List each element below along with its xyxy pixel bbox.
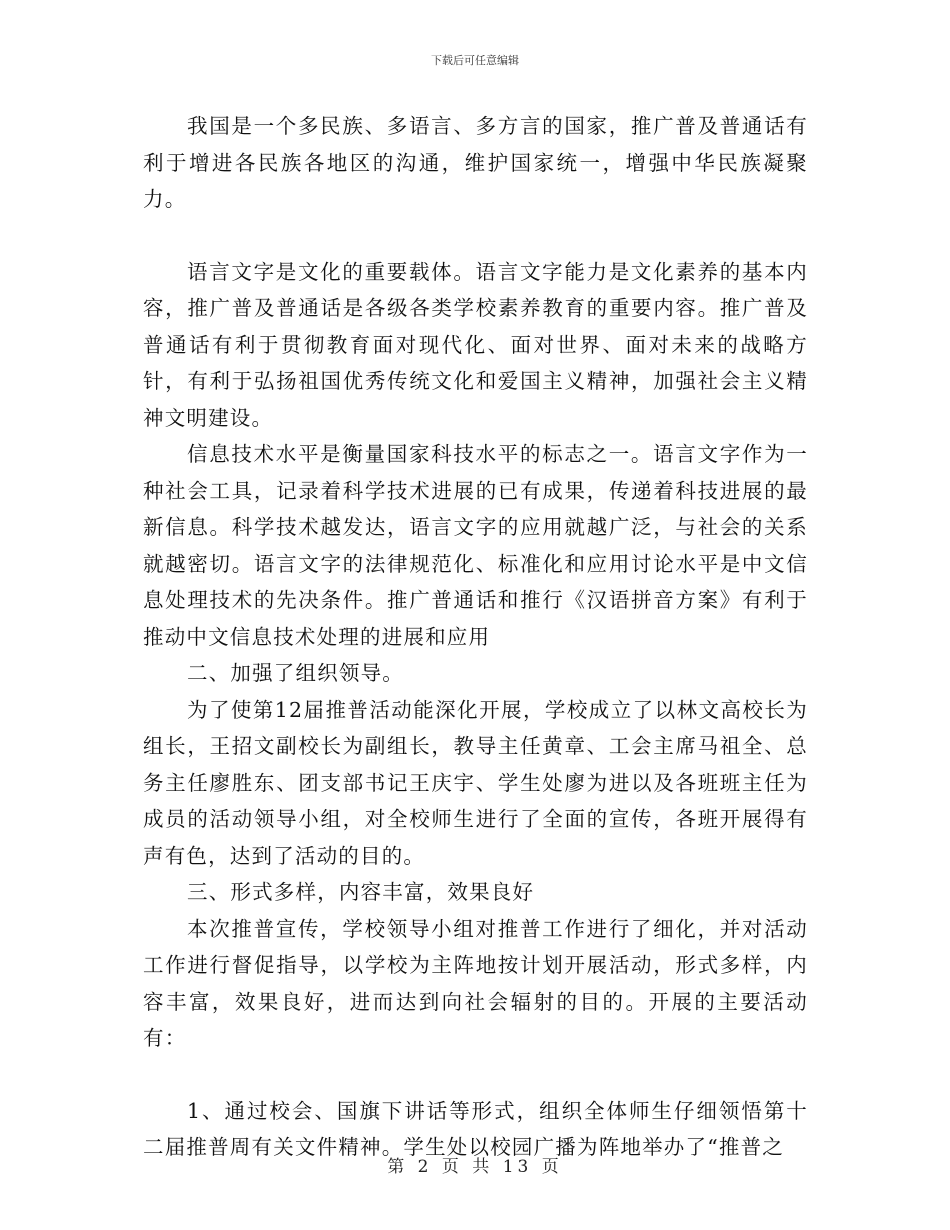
paragraph-5: 本次推普宣传，学校领导小组对推普工作进行了细化，并对活动工作进行督促指导，以学校为主阵地按计划开展活动，形式多样，内容丰富，效果良好，进而达到向社会辐射的目的。开展的主要活动有：: [143, 916, 808, 1050]
page-header-note: 下载后可任意编辑: [431, 54, 519, 67]
paragraph-2: 语言文字是文化的重要载体。语言文字能力是文化素养的基本内容，推广普及普通话是各级各类学校素养教育的重要内容。推广普及普通话有利于贯彻教育面对现代化、面对世界、面对未来的战略方针，有利于弘扬祖国优秀传统文化和爱国主义精神，加强社会主义精神文明建设。: [143, 259, 808, 430]
paragraph-4: 为了使第12届推普活动能深化开展，学校成立了以林文高校长为组长，王招文副校长为副组长，教导主任黄章、工会主席马祖全、总务主任廖胜东、团支部书记王庆宇、学生处廖为进以及各班班主任为成员的活动领导小组，对全校师生进行了全面的宣传，各班开展得有声有色，达到了活动的目的。: [143, 697, 808, 868]
page-number-footer: 第 2 页 共 13 页: [387, 1157, 563, 1177]
paragraph-3: 信息技术水平是衡量国家科技水平的标志之一。语言文字作为一种社会工具，记录着科学技术进展的已有成果，传递着科技进展的最新信息。科学技术越发达，语言文字的应用就越广泛，与社会的关系就越密切。语言文字的法律规范化、标准化和应用讨论水平是中文信息处理技术的先决条件。推广普通话和推行《汉语拼音方案》有利于推动中文信息技术处理的进展和应用: [143, 442, 808, 649]
document-body: [143, 108, 808, 1166]
section-heading-2: 二、加强了组织领导。: [187, 661, 404, 685]
section-heading-3: 三、形式多样，内容丰富，效果良好: [187, 880, 535, 904]
paragraph-6: 1、通过校会、国旗下讲话等形式，组织全体师生仔细领悟第十二届推普周有关文件精神。学生处以校园广播为阵地举办了“推普之: [143, 1098, 808, 1159]
paragraph-1: 我国是一个多民族、多语言、多方言的国家，推广普及普通话有利于增进各民族各地区的沟通，维护国家统一，增强中华民族凝聚力。: [143, 114, 808, 211]
